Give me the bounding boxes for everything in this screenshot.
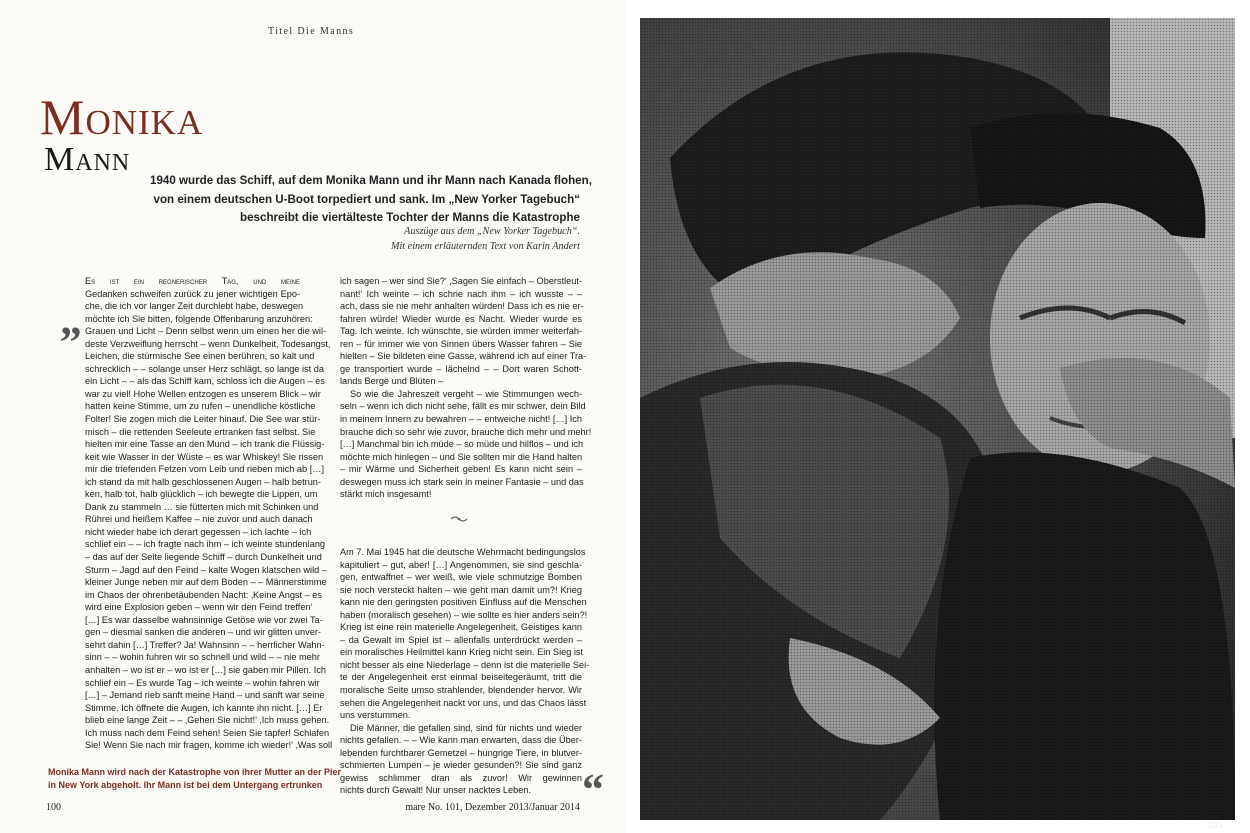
body-text-line: mir die triefenden Fetzen vom Leib und rieben mich ab […] [85,464,324,475]
body-text-line: brauche dich so sehr wie zuvor, brauche dich mehr und mehr! [340,426,592,437]
body-text-line: […] Es war dasselbe wahnsinnige Getöse wie vor zwei Ta- [85,614,323,625]
body-text-line: – das auf der Seite liegende Schiff – durch Dunkelheit und [85,552,322,563]
article-title: Monika [40,89,204,145]
caption-line: Monika Mann wird nach der Katastrophe von ihrer Mutter an der Pier [48,767,342,777]
body-text-line: So wie die Jahreszeit vergeht – wie Stimmungen wech- [350,388,582,399]
body-text-line: Tag. Ich weinte. Ich wünschte, sie würden immer weiterfah- [340,326,582,337]
body-text-line: ren – für immer wie von Sinnen übers Wasser fahren – Sie [340,338,582,349]
lede-line: 1940 wurde das Schiff, auf dem Monika Mann und ihr Mann nach Kanada flohen, [150,174,592,187]
body-text-line: Sturm – Jagd auf den Feind – kalte Wogen klatschen wild – [85,564,327,575]
body-text-line: ein moralisches Heilmittel kann Krieg nicht sein. Ein Sieg ist [340,647,584,658]
body-text-line: möchte ich Sie bitten, folgende Offenbarung anzuhören: [85,313,313,324]
body-text-line: stärkt mich insgesamt! [340,489,432,500]
body-text-line: Rührei und heißem Kaffee – nie zuvor und auch danach [85,514,313,525]
body-text-line: deswegen muss ich stark sein in meiner Fantasie – und das [340,476,584,487]
body-text-line: Folter! Sie zogen mich die Leiter hinauf. Die See war stür- [85,414,321,425]
body-text-line: – da Gewalt im Spiel ist – allenfalls unterdrückt werden – [340,634,582,645]
section-label: Titel Die Manns [268,26,355,37]
body-text-line: ach, dass sie nie mehr anhalten würden! Dass ich es nie er- [340,301,584,312]
body-text-line: kann nie den geringsten positiven Einfluss auf die Menschen [340,597,587,608]
body-text-line: im Chaos der ohrenbetäubenden Nacht: ‚Keine Angst – es [85,589,322,600]
credit [200,224,580,254]
article-subtitle: Mann [44,141,131,178]
body-text-line: war zu viel! Hohe Wellen entzogen es unserem Blick – wir [85,388,321,399]
body-text-line: möchte mich hinlegen – und Sie sollten mir die Hand halten [340,451,583,462]
body-text-line: schmierten Lumpen – je wieder gesunden?! Sie sind ganz [340,760,582,771]
body-text-line: nichts durch Gewalt! Nur unser nacktes Leben. [340,785,531,796]
body-text-line: sehen die Angelegenheit nackt vor uns, und das Chaos lässt [340,697,587,708]
lede [150,172,592,228]
body-text-line: hielten mir eine Tasse an den Mund – ich trank die Flüssig- [85,439,325,450]
body-text-line: Ich muss nach dem Feind sehen! Seien Sie tapfer! Schlafen [85,727,330,738]
body-text-line: gen, entwaffnet – wer weiß, wie viele schmutzige Bomben [340,572,582,583]
body-text-line: lebenden furchtbarer Gemetzel – hungrige Tiere, in blutver- [340,747,582,758]
page-number-right: 101 [1208,820,1224,830]
body-text-line: Die Männer, die gefallen sind, sind für nichts und wieder [350,722,582,733]
body-text-line: wird eine Explosion geben – wenn wir den Feind treffen‘ [85,602,313,613]
body-text-line: Gedanken schweifen zurück zu jener wichtigen Epo- [85,288,300,299]
body-text-line: misch – die rettenden Seeleute ertranken fast selbst. Sie [85,426,316,437]
body-text-line: lands Berge und Blüten – [340,376,444,387]
body-text-line: moralische Seite umso strahlender, blendender hervor. Wir [340,685,582,696]
body-text-line: nichts gefallen. – – Wie kann man erwarten, dass die Über- [340,735,582,746]
body-text-line: Leichen, die stürmische See einen berühren, so kalt und [85,351,315,362]
body-text-line: haben (moralisch gesehen) – wie sollte es hier anders sein?! [340,609,588,620]
body-text-line: ken, halb tot, halb glücklich – ich bewegte die Lippen, um [85,489,318,500]
body-text-line: nicht wieder habe ich derart gegessen – ich lachte – ich [85,526,312,537]
credit-line: Mit einem erläuternden Text von Karin Andert [390,241,580,252]
body-text-line: gen – diesmal sanken die anderen – und wir glitten unver- [85,627,321,638]
body-column-2 [340,275,592,501]
body-column-1 [85,275,333,752]
body-text-line: che, die ich vor langer Zeit durchlebt habe, deswegen [85,301,304,312]
body-text-line: anhalten – wo ist er – wo ist er […] sie gaben mir Pillen. Ich [85,664,327,675]
body-text-line: ge transportiert wurde – lächelnd – – Dort waren Schott- [340,363,582,374]
body-text-line: hatten keine Stimme, um zu rufen – unendliche köstliche [85,401,316,412]
caption-line: in New York abgeholt. Ihr Mann ist bei dem Untergang ertrunken [48,780,323,790]
right-page [625,0,1250,833]
body-text-line: in meinem Innern zu bewahren – – entweiche nicht! […] Ich [340,414,582,425]
body-text-line: ein Licht – – als das Schiff kam, schloss ich die Augen – es [85,376,325,387]
body-text-line: […] Manchmal bin ich müde – so müde und hilflos – und ich [340,439,584,450]
opening-quote-mark: „ [60,295,82,344]
body-text-line: blieb eine lange Zeit – – ‚Gehen Sie nicht!‘ ‚Ich muss gehen. [85,715,330,726]
body-text-line: te der Angelegenheit erst einmal beiseitegeräumt, tritt die [340,672,582,683]
photo-illustration [640,18,1235,820]
body-text-line: nicht besser als eine Niederlage – denn ist die materielle Sei- [340,659,590,670]
page-number-left: 100 [46,802,61,813]
body-text-line: Dank zu stammeln … sie fütterten mich mit Schinken und [85,501,319,512]
body-text-line: ich sagen – wer sind Sie?‘ ‚Sagen Sie einfach – Oberstleut- [340,276,582,286]
section-divider-ornament [450,515,468,523]
lede-line: von einem deutschen U-Boot torpediert und sank. Im „New Yorker Tagebuch“ [153,192,580,206]
body-text-line: Es ist ein regnerischer Tag, und meine [85,276,300,286]
body-text-line: fahren würde! Wieder wurde es Nacht. Wieder wurde es [340,313,582,324]
body-text-line: Sie! Wenn Sie nach mir fragen, komme ich wieder!‘ ‚Was soll [85,740,333,751]
body-text-line: keit wie Wasser in der Wüste – es war Whiskey! Sie rissen [85,451,324,462]
body-text-line: gewiss schlimmer dran als zuvor! Wir gewinnen [340,772,582,783]
body-text-line: sehrt dahin […] Treffer? Ja! Wahnsinn – – herrlicher Wahn- [85,639,325,650]
body-text-line: hielten – Sie bildeten eine Gasse, während ich auf einer Tra- [340,351,587,362]
closing-quote-mark: “ [582,765,604,814]
body-column-2-continued [340,546,590,797]
body-text-line: – mir Wärme und Sicherheit geben! Es kann nicht sein – [340,464,582,475]
body-text-line: Grauen und Licht – Denn selbst wenn um einen her die wil- [85,326,327,337]
body-text-line: kapituliert – gut, aber! […] Angenommen, sie sind geschla- [340,559,582,570]
body-text-line: schlief ein – Es wurde Tag – ich weinte – wohin fahren wir [85,677,320,688]
body-text-line: sinn – – wohin fuhren wir so schnell und wild – – nie mehr [85,652,320,663]
body-text-line: Krieg ist eine rein materielle Angelegenheit, Geistiges kann [340,622,582,633]
issue-footer: mare No. 101, Dezember 2013/Januar 2014 [405,802,580,813]
body-text-line: schlief ein – – ich fragte nach ihm – ich weinte stundenlang [85,539,326,550]
body-text-line: uns verstummen. [340,710,411,721]
body-text-line: Am 7. Mai 1945 hat die deutsche Wehrmacht bedingungslos [340,547,586,557]
body-text-line: nant!‘ Ich weinte – ich schrie nach ihm – ich wusste – – [340,288,582,299]
body-text-line: deste Verzweiflung herrscht – wenn Dunkelheit, Todesangst, [85,338,331,349]
body-text-line: ich stand da mit halb geschlossenen Augen – halb betrun- [85,476,321,487]
body-text-line: Stimme. Ich öffnete die Augen, ich kannte ihn nicht. […] Er [85,702,323,713]
credit-line: Auszüge aus dem „New Yorker Tagebuch“. [404,226,580,237]
body-text-line: sie noch versteckt halten – wie geht man damit um?! Krieg [340,584,582,595]
lede-line: beschreibt die viertälteste Tochter der Manns die Katastrophe [240,211,580,224]
body-text-line: seln – wenn ich dich nicht sehe, fällt es mir schwer, dein Bild [340,401,586,412]
photo-caption [48,766,342,792]
halftone-photo [640,18,1235,830]
body-text-line: schrecklich – – solange unser Herz schlägt, so lange ist da [85,363,325,374]
body-text-line: kleiner Junge neben mir auf dem Boden – – Männerstimme [85,577,327,588]
body-text-line: […] – Jemand rieb sanft meine Hand – und sanft war seine [85,690,325,701]
